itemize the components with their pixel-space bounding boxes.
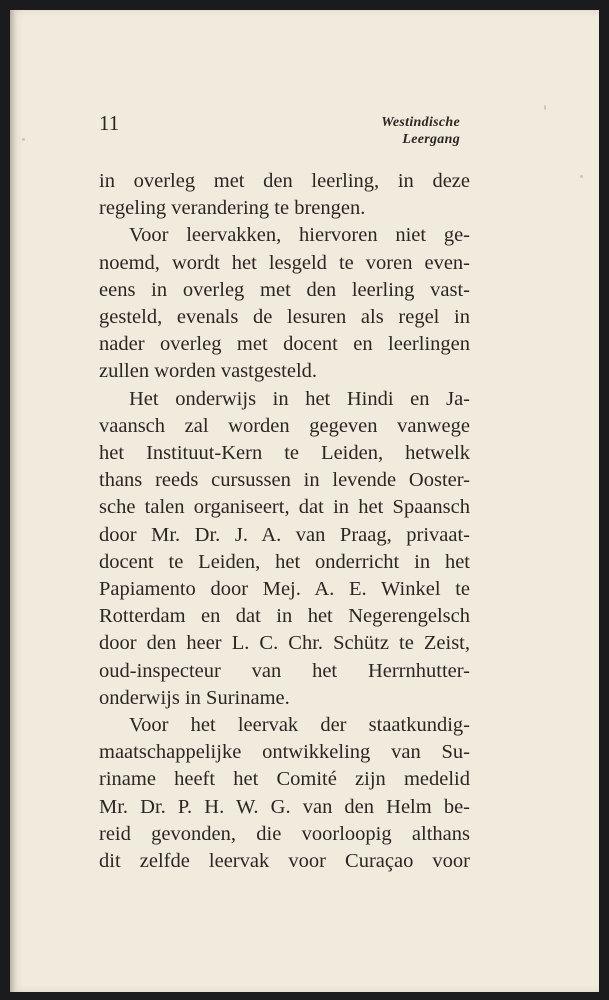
text-line: Voor het leervak der staatkundig- [129,714,470,737]
text-line: door den heer L. C. Chr. Schütz te Zeist, [99,632,470,655]
paper-speck [22,138,25,141]
text-line: noemd, wordt het lesgeld te voren even- [99,251,470,274]
text-line: Rotterdam en dat in het Negerengelsch [99,605,470,628]
text-line: eens in overleg met den leerling vast- [99,278,470,301]
text-line: maatschappelijke ontwikkeling van Su- [99,741,470,764]
running-head-line-2: Leergang [402,132,460,147]
text-line: Het onderwijs in het Hindi en Ja- [129,387,470,410]
text-line: oud-inspecteur van het Herrnhutter- [99,659,470,682]
text-line: thans reeds cursussen in levende Ooster- [99,469,470,492]
paper-speck [580,175,583,178]
text-line: reid gevonden, die voorloopig althans [99,822,470,845]
paragraph [99,222,470,385]
paragraph [99,168,470,222]
paragraph [99,386,470,712]
page-gutter-shadow [10,10,16,992]
running-head-line-1: Westindische [381,115,460,130]
text-line: Voor leervakken, hiervoren niet ge- [129,224,470,247]
page-number: 11 [99,111,120,135]
text-line: door Mr. Dr. J. A. van Praag, privaat- [99,523,470,546]
text-line: onderwijs in Suriname. [99,686,290,709]
running-head [381,114,460,148]
text-line: in overleg met den leerling, in deze [99,170,470,192]
text-line: gesteld, evenals de lesuren als regel in [99,306,470,329]
text-line: sche talen organiseert, dat in het Spaansch [99,496,470,519]
text-line: nader overleg met docent en leerlingen [99,333,470,356]
text-line: zullen worden vastgesteld. [99,360,318,383]
paragraph [99,712,470,875]
text-line: regeling verandering te brengen. [99,197,366,220]
paper-speck [544,105,546,110]
text-line: dit zelfde leervak voor Curaçao voor [99,850,470,873]
text-line: het Instituut-Kern te Leiden, hetwelk [99,442,470,465]
text-line: Mr. Dr. P. H. W. G. van den Helm be- [99,795,470,818]
body-text [99,168,470,875]
text-line: docent te Leiden, het onderricht in het [99,550,470,573]
book-page [10,10,599,992]
text-line: riname heeft het Comité zijn medelid [99,768,470,791]
text-line: Papiamento door Mej. A. E. Winkel te [99,578,470,601]
text-line: vaansch zal worden gegeven vanwege [99,414,470,437]
